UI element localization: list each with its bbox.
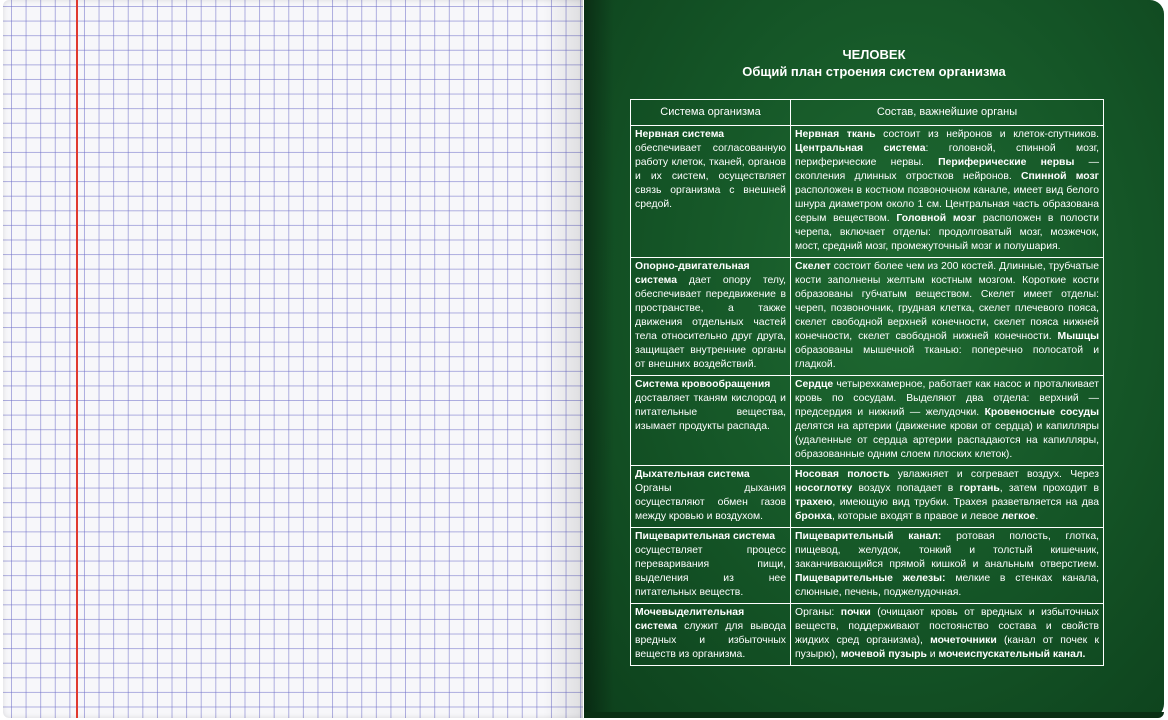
system-cell bbox=[631, 604, 791, 666]
organ-text: (очищают кровь от вредных и избыточных веществ, поддерживают постоянство состава и свойств жидких сред организма), bbox=[795, 607, 1099, 646]
system-name: Дыхательная система bbox=[635, 469, 750, 480]
organ-text: и bbox=[926, 649, 939, 660]
organ-text: , затем проходит в bbox=[999, 483, 1099, 494]
organ-text: состоит из нейронов и клеток-спутников. bbox=[875, 129, 1099, 140]
organ-term: мочевой пузырь bbox=[840, 649, 927, 660]
organ-term: Пищеварительный канал: bbox=[795, 531, 942, 542]
organ-text: расположен в полости черепа, включает отделы: продолговатый мозг, мозжечок, мост, средний мозг, промежуточный мозг и полушария. bbox=[795, 213, 1099, 252]
system-name: Пищеварительная система bbox=[635, 531, 776, 542]
organs-cell bbox=[791, 258, 1104, 376]
organ-term: почки bbox=[840, 607, 871, 618]
table-row bbox=[631, 604, 1104, 666]
cover-bottom-edge bbox=[584, 712, 1164, 718]
organ-term: бронха bbox=[795, 511, 832, 522]
organ-text: : головной, спинной мозг, периферические нервы. bbox=[795, 143, 1099, 168]
organ-term: трахею bbox=[795, 497, 833, 508]
organ-text: образованы мышечной тканью: поперечно полосатой и гладкой. bbox=[795, 345, 1099, 370]
system-name: Мочевыделительная система bbox=[635, 607, 745, 632]
organ-term: легкое bbox=[1001, 511, 1036, 522]
system-description: Органы дыхания осуществляют обмен газов между кровью и воздухом. bbox=[635, 483, 786, 522]
system-cell bbox=[631, 528, 791, 604]
system-cell bbox=[631, 466, 791, 528]
system-description: обеспечивает согласованную работу клеток, тканей, органов и их систем, осуществляет связь организма с внешней средой. bbox=[635, 143, 786, 210]
organ-term: Центральная система bbox=[795, 143, 926, 154]
page-subtitle: Общий план строения систем организма bbox=[742, 64, 1006, 79]
organ-term: мочеиспускательный канал. bbox=[938, 649, 1086, 660]
organ-text: делятся на артерии (движение крови от сердца) и капилляры (удаленные от сердца артерии распадаются на капилляры, образованные одним слоем плоских клеток). bbox=[795, 421, 1099, 460]
organ-text: , имеющую вид трубки. Трахея разветвляется на два bbox=[832, 497, 1099, 508]
system-description: доставляет тканям кислород и питательные вещества, изымает продукты распада. bbox=[635, 393, 786, 432]
table-header-row bbox=[631, 100, 1104, 126]
system-description: служит для вывода вредных и избыточных веществ из организма. bbox=[635, 621, 786, 660]
table-row bbox=[631, 126, 1104, 258]
organ-term: Пищеварительные железы: bbox=[795, 573, 946, 584]
gutter-shadow bbox=[543, 0, 583, 718]
system-cell bbox=[631, 258, 791, 376]
organ-term: Головной мозг bbox=[896, 213, 977, 224]
page-heading bbox=[584, 46, 1164, 80]
organs-cell bbox=[791, 376, 1104, 466]
grid-paper-page bbox=[3, 0, 583, 718]
organ-term: Носовая полость bbox=[795, 469, 890, 480]
table-body bbox=[631, 126, 1104, 666]
organ-text: четырехкамерное, работает как насос и проталкивает кровь по сосудам. Выделяют два отдела: верхний — предсердия и нижний — желудочки. bbox=[795, 379, 1099, 418]
system-description: дает опору телу, обеспечивает передвижение в пространстве, а также движения отдельных частей тела относительно друг друга, защищает внутренние органы от внешних воздействий. bbox=[635, 275, 786, 370]
organ-text: состоит более чем из 200 костей. Длинные, трубчатые кости заполнены желтым костным мозгом. Короткие кости образованы губчатым веществом. Скелет имеет отделы: череп, позвоночник, грудная клетка, скелет плечевого пояса, скелет свободной верхней конечности, скелет пояса нижней конечности, скелет свободной нижней конечности. bbox=[795, 261, 1099, 342]
system-cell bbox=[631, 126, 791, 258]
column-header-system: Система организма bbox=[631, 100, 791, 126]
table-row bbox=[631, 258, 1104, 376]
organ-term: носоглотку bbox=[795, 483, 853, 494]
organs-cell bbox=[791, 528, 1104, 604]
organ-term: Скелет bbox=[795, 261, 831, 272]
organ-text: воздух попадает в bbox=[852, 483, 960, 494]
organ-text: (канал от почек к пузырю), bbox=[795, 635, 1099, 660]
column-header-organs: Состав, важнейшие органы bbox=[791, 100, 1104, 126]
table-row bbox=[631, 466, 1104, 528]
organ-term: мочеточники bbox=[930, 635, 997, 646]
organs-cell bbox=[791, 126, 1104, 258]
organ-text: Органы: bbox=[795, 607, 841, 618]
organ-term: Сердце bbox=[795, 379, 834, 390]
system-name: Система кровообращения bbox=[635, 379, 771, 390]
organ-text: расположен в костном позвоночном канале, имеет вид белого шнура диаметром около 1 см. Центральная часть образована серым веществом. bbox=[795, 185, 1099, 224]
organ-text: мелкие в стенках канала, слюнные, печень, поджелудочная. bbox=[795, 573, 1099, 598]
gutter-shadow bbox=[584, 0, 614, 718]
system-description: осуществляет процесс переваривания пищи, выделения из нее питательных веществ. bbox=[635, 545, 786, 598]
organ-term: Кровеносные сосуды bbox=[984, 407, 1100, 418]
organs-cell bbox=[791, 466, 1104, 528]
organ-text: — скопления длинных отростков нейронов. bbox=[795, 157, 1099, 182]
organ-text: увлажняет и согревает воздух. Через bbox=[889, 469, 1099, 480]
organ-term: Периферические нервы bbox=[938, 157, 1075, 168]
organ-term: гортань bbox=[959, 483, 1000, 494]
system-cell bbox=[631, 376, 791, 466]
red-margin-line bbox=[76, 0, 78, 718]
table-row bbox=[631, 528, 1104, 604]
organ-term: Мышцы bbox=[1057, 331, 1099, 342]
page-title: ЧЕЛОВЕК bbox=[842, 47, 906, 62]
system-name: Опорно-двигательная система bbox=[635, 261, 750, 286]
organ-term: Нервная ткань bbox=[795, 129, 876, 140]
table-row bbox=[631, 376, 1104, 466]
organ-text: . bbox=[1035, 511, 1039, 522]
cover-info-page bbox=[584, 0, 1164, 718]
organ-systems-table bbox=[630, 99, 1104, 666]
system-name: Нервная система bbox=[635, 129, 725, 140]
organ-text: , которые входят в правое и левое bbox=[831, 511, 1002, 522]
organ-text: ротовая полость, глотка, пищевод, желудок, тонкий и толстый кишечник, заканчивающийся прямой кишкой и анальным отверстием. bbox=[795, 531, 1099, 570]
organs-cell bbox=[791, 604, 1104, 666]
organ-term: Спинной мозг bbox=[1021, 171, 1099, 182]
